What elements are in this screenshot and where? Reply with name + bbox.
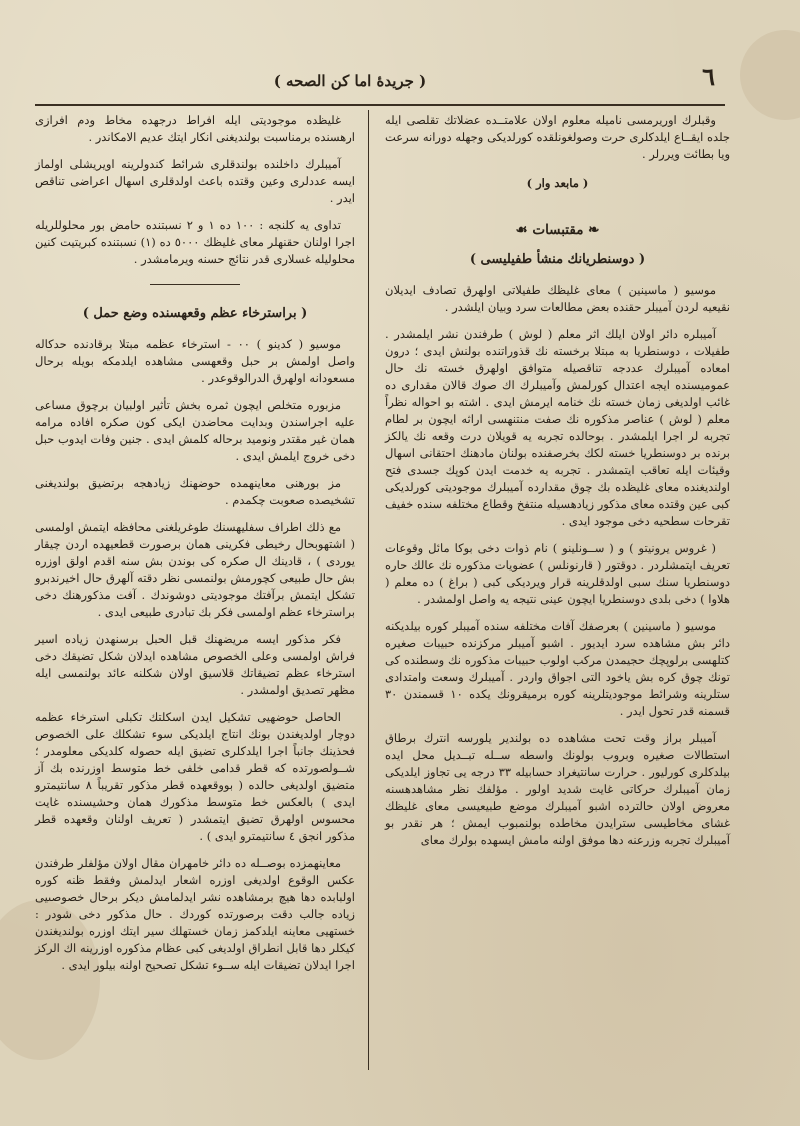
paragraph: موسيو ( كدينو ) ٠٠ - استرخاء عظمه مبتلا برقادنده حدكاله واصل اولمش بر حبل وقعهسى مشاهده ايلدمكه بويله برحال مسعودانه اولهرق الدرالوقوعدر .: [35, 337, 355, 385]
header-rule: [35, 104, 725, 106]
right-column: [385, 112, 730, 859]
paragraph: فكر مذكور ايسه مريضهنك قبل الحبل برسنهدن زياده اسير فراش اولمسى وعلى الخصوص مشاهده ايدلان شكل تضيقك دخى استرخاء عظم تضيقاتك قلاسيق اولان شكلنه عائد بولنمسى ايله مظهر تصديق اولمشدر .: [35, 632, 355, 697]
paragraph: ( غروس يرونيتو ) و ( ســونلينو ) نام ذوات دخى بوكا مائل وقوعات تعريف ايتمشلردر . دوقتور ( قارنونلس ) عضويات مذكوره نك عالك حاره دوسنطريا سنك سبى اولدقلرينه قرار ويرديكى كبى ( براغ ) ده معلم ( هلاوا ) دخى بلدى دوسنطريا ايچون عينى نتيجه يه واصل اولمشدر .: [385, 541, 730, 606]
paragraph: آميبلر براز وقت تحت مشاهده ده بولندير يلورسه انترك برطاق استطالات صغيره وبروب بولونك واسطه ســله تبــديل محل ايده بيلدكلرى كورليور . حرارت سانتيغراد حسابيله ٣٣ درجه يى تجاوز ايلديكى زمان آميبلرك حركاتى غايت شديد اولور . مؤلفك نظر مشاهدهسنه معروض اولان حالترده اشبو آميبلرك موضع طبيعيسى معاى غليظك غشاى مخاطيسى سترايدن مخاطده بولنمبوب ايمش ؛ هر نقدر بو آميبلرك تجربه وزرعنه دها موفق اولنه مامش ايسهده بولرك معاى: [385, 731, 730, 847]
section-heading: ❧ مقتبسات ☙: [515, 222, 600, 238]
paragraph: الحاصل حوضهيى تشكيل ايدن اسكلتك تكبلى استرخاء عظمه دوچار اولديغندن بونك انتاج ايلديكى سوء تشكلك على الخصوص فحذينك جانباً اجرا ايلدكلرى تضيق ايله حصوله كلديكى معلومدر ؛ شــولصورتده كه قطر قدامى خلفى خط متوسط اوزرنده بك آز متضيق اولديغى حالده ( بووقعهده قطر مذكور تقريباً ٨ سانتيمترو ايدى ) بالعكس خط متوسط مذكورك همان وحشيسنده غايت محسوس اولهرق تضيق ايتمشدر ( تعريف اولنان وقعهده قطر مذكور انجق ٤ سانتيمترو ايدى ) .: [35, 710, 355, 843]
paragraph: مع ذلك اطراف سفليهسنك طوغريلغنى محافظه ايتمش اولمسى ( اشتهوبحال رخيطى فكرينى همان برصورت قطعيهده اردن چيقار يوردى ) ، قادينك ال صكره كى بوندن بش سنه اقدم اولق اوزره بش حال طبيعى كچورمش بولنمسى نظر دقته آلهرق حال اخيرندبرو تشكل ايتمش برآفتك موجوديتى دوشوندك . آفت مذكورهنك دخى براسترخاء عظم اولمسى فكر بك تبادرى طبيعى ايدى .: [35, 520, 355, 619]
paragraph: غليظده موجوديتى ايله افراط درجهده مخاط ودم افرازى ارهسنده برمناسبت بولنديغنى انكار ايتك عديم الامكاندر .: [35, 113, 355, 144]
separator: [150, 284, 240, 285]
paragraph: موسيو ( ماسينين ) معاى غليظك طفيلاتى اولهرق تصادف ايديلان نقيعيه لردن آميبلر حقنده بعض مطالعات سرد وبيان ايلشدر .: [385, 283, 730, 314]
paragraph: آميبلرك داخلنده بولندقلرى شرائط كندولرينه اويريشلى اولماز ايسه عددلرى وعين وقتده باعث اولدقلرى اسهال اعراضى تناقص ايدر .: [35, 157, 355, 205]
ornament-icon: ❧: [583, 222, 600, 238]
paragraph: مز بورهنى معاينهمده حوضهنك زيادهجه برتضيق بولنديغنى تشخيصده صعوبت چكمدم .: [35, 476, 355, 507]
newspaper-title: ( جريدهٔ اما كن الصحه ): [273, 72, 427, 90]
paragraph: تداوى يه كلنجه : ١٠٠ ده ١ و ٢ نسبتنده حامض بور محلوللريله اجرا اولنان حقنهلر معاى غليظك ٥٠٠٠ ده (١) نسبتنده كبريتيت كنين محلوليله غسلارى قدر نتائج حسنه ويرمامشدر .: [35, 218, 355, 266]
page-header: [20, 60, 715, 106]
paragraph: مزبوره متخلص ايچون ثمره بخش تأثير اولبيان برچوق مساعى عليه اجراسندن وبدايت محاضدن ايكى كون صكره افاده مرامه همان غير مقتدر ونوميد برحاله كلمش ايدى . جنين وفات ايدوب حبل دخى خروج ايلمش ايدى .: [35, 398, 355, 463]
ornament-icon: ☙: [515, 222, 533, 238]
paper-stain: [740, 30, 800, 120]
paragraph: وقبلرك اوريرمسى ناميله معلوم اولان علامتــده عضلاتك تقلصى ايله جلده ايقــاع ايلدكلرى حرت وصولغونلقده كورلديكى وجهله دورانه سرعت ويا بطائت ويررلر .: [385, 113, 730, 161]
article-title: ( براسترخاء عظم وقعهسنده وضع حمل ): [82, 306, 308, 321]
paragraph: آميبلره دائر اولان ايلك اثر معلم ( لوش ) طرفندن نشر ايلمشدر . طفيلات ، دوسنطريا به مبتلا برخسته نك قذوراتنده بولنش ايدى ؛ درون امعاده آميبلرك عددجه تناقصيله متوافق اولهرق خسته نك حال عموميسنده ايجه اعتدال كورلمش وآميبلرك اك صوك قالان مقدارى ده غائب اولديغى زمان خسته نك خنامه ايرمش ايدى . اشته بو احواله نظراً معلم ( لوش ) عناصر مذكوره نك صفت منتنهسى اراثه ايچون بر لطام تجربه لر اجرا ايلمشدر . بوحالده تجربه يه قويلان درت وقعه نك يالكز برنده بر دوسنطريا خسته لكك بخرصفنده بولنان مادهنك احتقانى اسهال وقيئات ايله تعاقب ايتمشدر . تجربه يه خدمت ايدن كوپك جسدى فتح اولنديغنده معاى غليظده بك چوق مقدارده آميبلرك موجوديتى كورلديكى كبى عين وقتده معاى مذكور زيادهسيله منتفخ وقطاع مختلفه سنده خفيف تقرحات سطحيه دخى موجود ايدى .: [385, 327, 730, 528]
column-divider: [368, 110, 369, 1070]
to-be-continued: ( مابعد وار ): [526, 176, 589, 190]
paragraph: معاينهمزده بوصــله ده دائر خامهران مقال اولان مؤلفلر طرفندن عكس الوقوع اولديغى اوزره اشعار ايدلمش وفقط ظنه كوره اولبابده دها هيچ برمشاهده نشر ايدلمامش ديكر برحال خصوصىيى زياده جالب دقت برصورتده كوردك . حال مذكور دخى شودر : خستهيى معاينه ايلدكمز زمان خستهلك سير ايتك اوزره بولنديغندن كيكلر دها قابل انطراق اولديغى كبى عظام مذكوره اوزرينه اك الركز اجرا ايدلان تضيقات ايله ســوء تشكل تصحيح اولنه بيلور ايدى .: [35, 856, 355, 972]
left-column: [35, 112, 355, 984]
page-number: ٦: [702, 62, 715, 91]
article-title: ( دوسنطريانك منشأ طفيليسى ): [469, 252, 646, 267]
paragraph: موسيو ( ماسينين ) بعرصفك آفات مختلفه سنده آميبلر كوره بيلديكنه دائر بش مشاهده سرد ايديور . اشبو آميبلر مركزنده حبيبات صغيره كتلهسى برلوپچك حجيمدن مركب اولوب حبيبات مذكوره نك وسطنده كى تونك چوق كره بش ياخود التى اجواق واردر . آميبلرك وسعت وامتدادى ستلرينه وشرائط موجوديتلرينه كوره برميقرونك يكده ١٠ قسمندن ٣٠ قسمنه قدر تحول ايدر .: [385, 619, 731, 718]
